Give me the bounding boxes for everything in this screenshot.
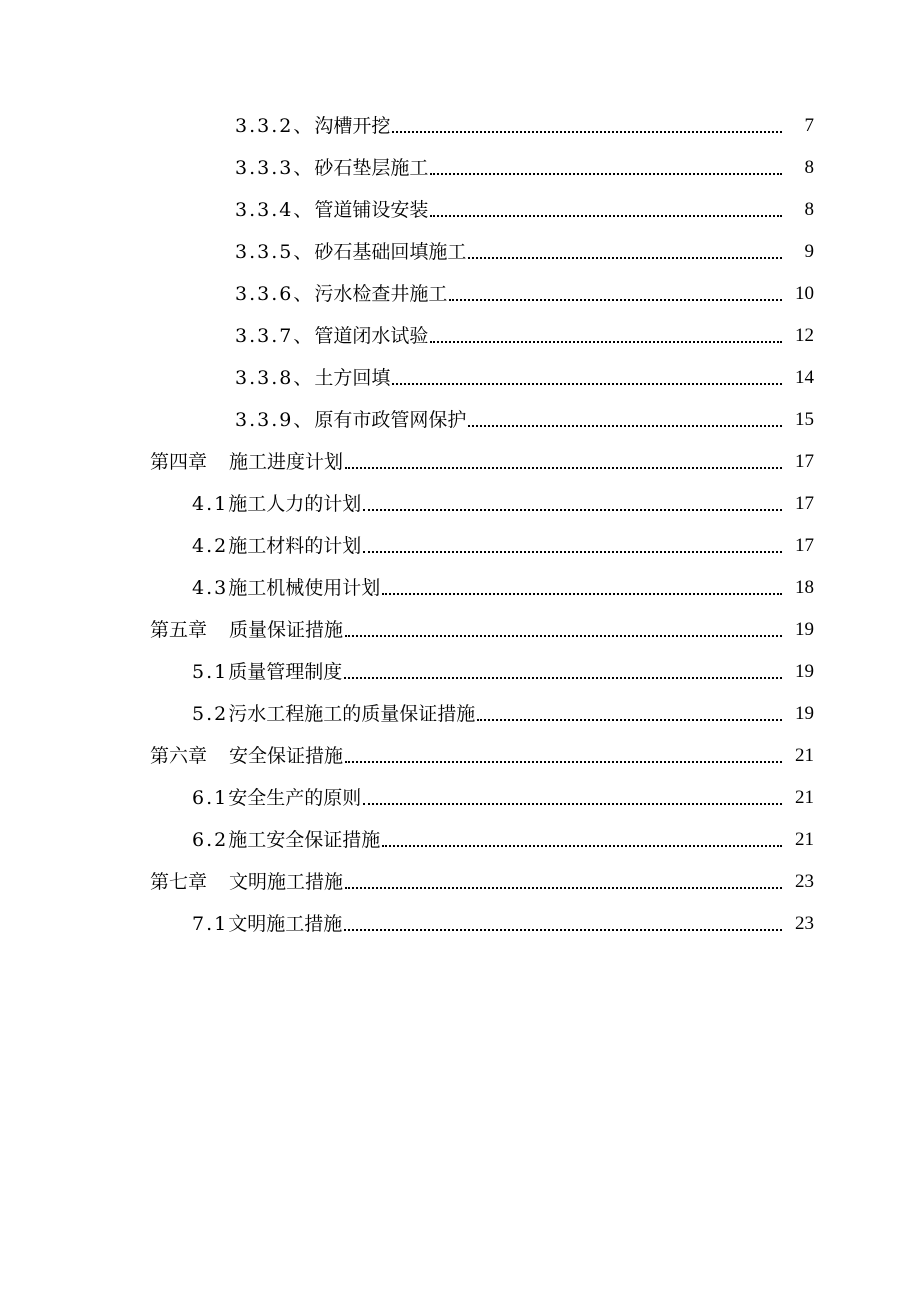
toc-entry-page: 8 bbox=[804, 157, 814, 178]
dot-leader bbox=[344, 927, 782, 931]
dot-leader bbox=[430, 339, 782, 343]
toc-entry-number: 3.3.6、 bbox=[235, 283, 315, 305]
toc-entry[interactable] bbox=[0, 567, 920, 609]
toc-chapter-number: 第四章 bbox=[150, 451, 208, 473]
toc-entry-page: 19 bbox=[795, 703, 814, 724]
toc-entry[interactable] bbox=[0, 651, 920, 693]
toc-entry-page: 15 bbox=[795, 409, 814, 430]
toc-entry-number: 3.3.3、 bbox=[235, 157, 315, 179]
toc-chapter-number: 第五章 bbox=[150, 619, 208, 641]
toc-chapter-entry[interactable] bbox=[0, 441, 920, 483]
dot-leader bbox=[382, 843, 782, 847]
toc-entry-title: 安全生产的原则 bbox=[228, 787, 362, 809]
toc-entry-title: 土方回填 bbox=[314, 367, 391, 389]
toc-entry[interactable] bbox=[0, 483, 920, 525]
toc-entry-page: 9 bbox=[804, 241, 814, 262]
toc-entry-title: 质量管理制度 bbox=[228, 661, 343, 683]
toc-entry-number: 3.3.9、 bbox=[235, 409, 315, 431]
toc-entry-page: 23 bbox=[795, 913, 814, 934]
dot-leader bbox=[345, 885, 782, 889]
dot-leader bbox=[344, 675, 782, 679]
toc-entry-title: 污水工程施工的质量保证措施 bbox=[228, 703, 476, 725]
dot-leader bbox=[430, 171, 782, 175]
toc-entry-number: 4.2 bbox=[192, 535, 229, 557]
toc-entry[interactable] bbox=[0, 231, 920, 273]
toc-entry[interactable] bbox=[0, 357, 920, 399]
toc-entry-page: 19 bbox=[795, 619, 814, 640]
toc-entry-number: 4.3 bbox=[192, 577, 229, 599]
toc-entry-page: 8 bbox=[804, 199, 814, 220]
dot-leader bbox=[392, 381, 782, 385]
toc-entry[interactable] bbox=[0, 105, 920, 147]
toc-entry[interactable] bbox=[0, 693, 920, 735]
toc-entry[interactable] bbox=[0, 273, 920, 315]
toc-entry-title: 施工安全保证措施 bbox=[228, 829, 381, 851]
toc-chapter-number: 第六章 bbox=[150, 745, 208, 767]
toc-entry-page: 17 bbox=[795, 535, 814, 556]
toc-chapter-entry[interactable] bbox=[0, 609, 920, 651]
dot-leader bbox=[392, 129, 782, 133]
toc-entry-title: 施工进度计划 bbox=[229, 451, 344, 473]
toc-entry-page: 12 bbox=[795, 325, 814, 346]
toc-entry-number: 6.2 bbox=[192, 829, 229, 851]
toc-entry-page: 21 bbox=[795, 787, 814, 808]
toc-entry[interactable] bbox=[0, 525, 920, 567]
dot-leader bbox=[363, 549, 782, 553]
toc-chapter-number: 第七章 bbox=[150, 871, 208, 893]
toc-entry-number: 3.3.2、 bbox=[235, 115, 315, 137]
dot-leader bbox=[345, 759, 782, 763]
toc-entry-number: 4.1 bbox=[192, 493, 229, 515]
toc-chapter-entry[interactable] bbox=[0, 861, 920, 903]
dot-leader bbox=[363, 801, 782, 805]
toc-entry-page: 19 bbox=[795, 661, 814, 682]
toc-entry-page: 10 bbox=[795, 283, 814, 304]
toc-entry-title: 污水检查井施工 bbox=[314, 283, 448, 305]
toc-entry-title: 安全保证措施 bbox=[229, 745, 344, 767]
toc-chapter-entry[interactable] bbox=[0, 735, 920, 777]
dot-leader bbox=[345, 633, 782, 637]
toc-entry[interactable] bbox=[0, 819, 920, 861]
toc-entry-page: 23 bbox=[795, 871, 814, 892]
toc-entry-title: 文明施工措施 bbox=[229, 871, 344, 893]
toc-entry[interactable] bbox=[0, 189, 920, 231]
toc-entry-page: 21 bbox=[795, 829, 814, 850]
toc-entry-page: 18 bbox=[795, 577, 814, 598]
dot-leader bbox=[430, 213, 782, 217]
toc-entry-page: 17 bbox=[795, 451, 814, 472]
toc-entry-number: 3.3.8、 bbox=[235, 367, 315, 389]
toc-entry[interactable] bbox=[0, 315, 920, 357]
toc-entry-number: 3.3.5、 bbox=[235, 241, 315, 263]
dot-leader bbox=[363, 507, 782, 511]
dot-leader bbox=[345, 465, 782, 469]
dot-leader bbox=[468, 423, 782, 427]
toc-entry-title: 管道铺设安装 bbox=[314, 199, 429, 221]
toc-entry-page: 7 bbox=[804, 115, 814, 136]
toc-entry-title: 质量保证措施 bbox=[229, 619, 344, 641]
toc-entry-title: 管道闭水试验 bbox=[314, 325, 429, 347]
toc-entry-page: 14 bbox=[795, 367, 814, 388]
toc-entry-number: 7.1 bbox=[192, 913, 229, 935]
toc-entry[interactable] bbox=[0, 777, 920, 819]
toc-entry-title: 原有市政管网保护 bbox=[314, 409, 467, 431]
toc-entry-number: 6.1 bbox=[192, 787, 229, 809]
toc-entry-number: 5.1 bbox=[192, 661, 229, 683]
toc-entry-title: 文明施工措施 bbox=[228, 913, 343, 935]
toc-entry-page: 21 bbox=[795, 745, 814, 766]
toc-entry-page: 17 bbox=[795, 493, 814, 514]
dot-leader bbox=[468, 255, 782, 259]
table-of-contents bbox=[0, 105, 920, 945]
toc-entry-number: 3.3.7、 bbox=[235, 325, 315, 347]
dot-leader bbox=[449, 297, 782, 301]
toc-entry[interactable] bbox=[0, 399, 920, 441]
dot-leader bbox=[477, 717, 782, 721]
toc-entry-number: 3.3.4、 bbox=[235, 199, 315, 221]
toc-entry-title: 沟槽开挖 bbox=[314, 115, 391, 137]
toc-entry-title: 施工材料的计划 bbox=[228, 535, 362, 557]
toc-entry-number: 5.2 bbox=[192, 703, 229, 725]
dot-leader bbox=[382, 591, 782, 595]
toc-entry-title: 砂石基础回填施工 bbox=[314, 241, 467, 263]
toc-entry[interactable] bbox=[0, 903, 920, 945]
toc-entry-title: 施工人力的计划 bbox=[228, 493, 362, 515]
toc-entry[interactable] bbox=[0, 147, 920, 189]
toc-entry-title: 砂石垫层施工 bbox=[314, 157, 429, 179]
toc-entry-title: 施工机械使用计划 bbox=[228, 577, 381, 599]
